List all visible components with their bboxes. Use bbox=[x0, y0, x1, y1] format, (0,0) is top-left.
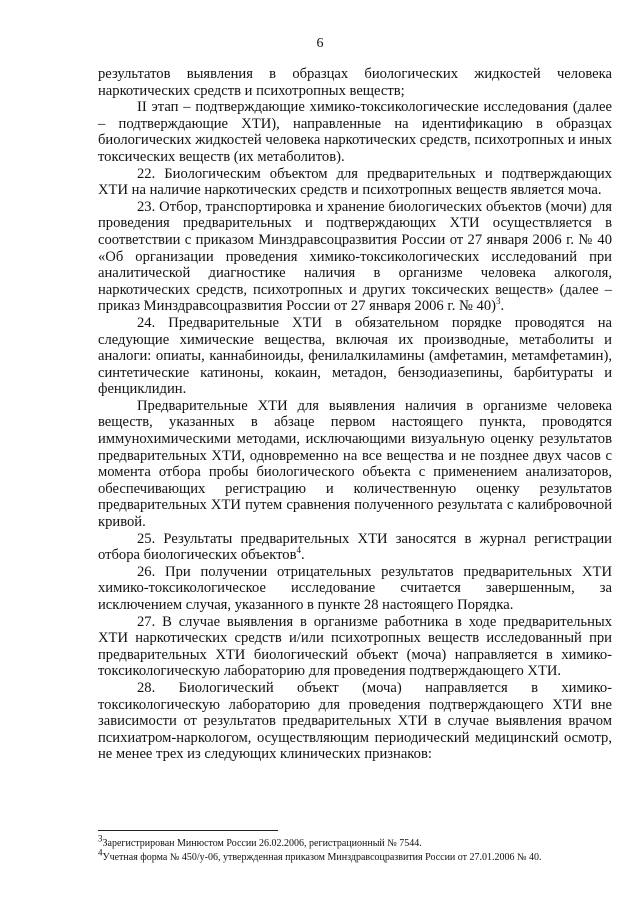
paragraph-24: 24. Предварительные ХТИ в обязательном порядке проводятся на следующие химические вещества, включая их производные, метаболиты и аналоги: опиаты, каннабиноиды, фенилалкиламины (амфетамин, метамфетамин), синтетические катиноны, кокаин, метадон, бензодиазепины, барбитураты и фенциклидин. bbox=[98, 314, 612, 398]
footnote-divider bbox=[98, 830, 278, 831]
paragraph-26: 26. При получении отрицательных результатов предварительных ХТИ химико-токсикологическое исследование считается завершенным, за исключением случая, указанного в пункте 28 настоящего Порядка. bbox=[98, 563, 612, 613]
footnotes bbox=[98, 833, 612, 865]
document-body bbox=[98, 66, 612, 763]
paragraph: результатов выявления в образцах биологических жидкостей человека наркотических средств и психотропных веществ; bbox=[98, 66, 612, 99]
footnote-ref: 3 bbox=[496, 296, 501, 307]
footnote: $^3$Зарегистрирован Минюстом России 26.02.2006, регистрационный № 7544. bbox=[98, 833, 422, 849]
paragraph-25: 25. Результаты предварительных ХТИ заносятся в журнал регистрации отбора биологических объектов$^4$. bbox=[98, 530, 612, 564]
paragraph-27: 27. В случае выявления в организме работника в ходе предварительных ХТИ наркотических средств и/или психотропных веществ исследованный при предварительных ХТИ биологический объект (моча) направляется в химико-токсикологическую лабораторию для проведения подтверждающего ХТИ. bbox=[98, 613, 612, 680]
footnote: $^4$Учетная форма № 450/у-06, утвержденная приказом Минздравсоцразвития России от 27.01.2006 № 40. bbox=[98, 847, 542, 863]
footnote-ref: 4 bbox=[296, 545, 301, 556]
page-number: 6 bbox=[316, 36, 324, 51]
paragraph-23: 23. Отбор, транспортировка и хранение биологических объектов (мочи) для проведения предварительных и подтверждающих ХТИ осуществляется в соответствии с приказом Минздравсоцразвития России от 27 января 2006 г. № 40 «Об организации проведения химико-токсикологических исследований при аналитической диагностике наличия в организме человека алкоголя, наркотических средств, психотропных и других токсических веществ» (далее – приказ Минздравсоцразвития России от 27 января 2006 г. № 40)$^3$. bbox=[98, 198, 612, 315]
paragraph: II этап – подтверждающие химико-токсикологические исследования (далее – подтверждающие ХТИ), направленные на идентификацию в образцах биологических жидкостей человека наркотических средств, психотропных и иных токсических веществ (их метаболитов). bbox=[98, 99, 612, 165]
paragraph: Предварительные ХТИ для выявления наличия в организме человека веществ, указанных в абзаце первом настоящего пункта, проводятся иммунохимическими методами, исключающими визуальную оценку результатов предварительных ХТИ, одновременно на все вещества и не позднее двух часов с момента отбора пробы биологического объекта с применением анализаторов, обеспечивающих регистрацию и количественную оценку результатов предварительных ХТИ путем сравнения полученного результата с калибровочной кривой. bbox=[98, 397, 612, 531]
paragraph-28: 28. Биологический объект (моча) направляется в химико-токсикологическую лабораторию для проведения подтверждающего ХТИ вне зависимости от результатов предварительных ХТИ в случае выявления врачом психиатром-наркологом, осуществляющим периодический медицинский осмотр, не менее трех из следующих клинических признаков: bbox=[98, 679, 612, 763]
paragraph-22: 22. Биологическим объектом для предварительных и подтверждающих ХТИ на наличие наркотических средств и психотропных веществ является моча. bbox=[98, 165, 612, 199]
